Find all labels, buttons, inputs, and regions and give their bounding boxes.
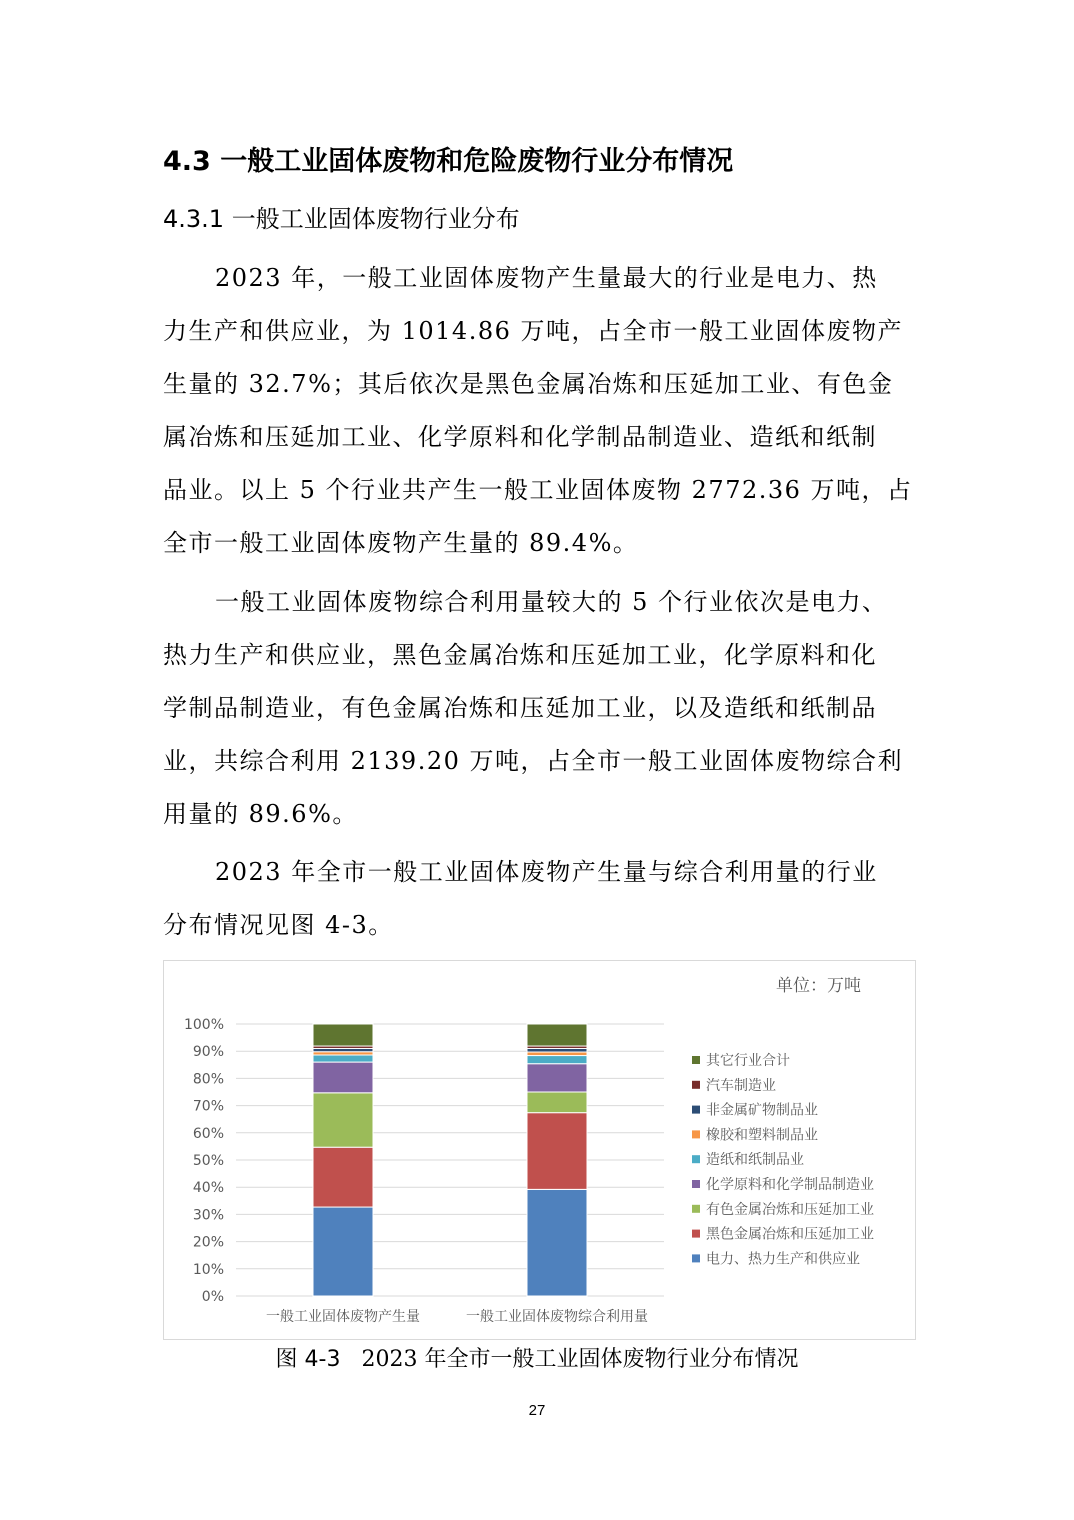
legend-label: 汽车制造业 <box>706 1077 776 1094</box>
paragraph-1 <box>163 252 913 570</box>
paragraph-3 <box>163 846 913 952</box>
legend-label: 非金属矿物制品业 <box>706 1102 818 1119</box>
legend-label: 有色金属冶炼和压延加工业 <box>706 1201 874 1218</box>
bar-segment <box>527 1064 587 1092</box>
section-heading: 4.3 一般工业固体废物和危险废物行业分布情况 <box>163 146 734 177</box>
legend-swatch <box>692 1180 700 1188</box>
y-tick-label: 0% <box>201 1289 224 1305</box>
bar-segment <box>527 1113 587 1190</box>
page-number: 27 <box>528 1402 546 1419</box>
paragraph-line: 生量的 32.7%；其后依次是黑色金属冶炼和压延加工业、有色金 <box>163 370 894 398</box>
paragraph-line: 业，共综合利用 2139.20 万吨，占全市一般工业固体废物综合利 <box>163 747 904 775</box>
legend-swatch <box>692 1254 700 1262</box>
y-tick-label: 50% <box>192 1153 224 1169</box>
legend-label: 黑色金属冶炼和压延加工业 <box>706 1226 874 1243</box>
figure-caption <box>0 1344 1074 1376</box>
legend-swatch <box>692 1081 700 1089</box>
subsection-heading: 4.3.1 一般工业固体废物行业分布 <box>163 205 520 233</box>
paragraph-2 <box>163 576 913 841</box>
bar-segment <box>527 1056 587 1064</box>
caption-year: 2023 <box>361 1347 418 1372</box>
caption-text: 年全市一般工业固体废物行业分布情况 <box>424 1347 799 1372</box>
paragraph-line: 2023 年，一般工业固体废物产生量最大的行业是电力、热 <box>215 264 878 292</box>
legend-label: 其它行业合计 <box>706 1053 790 1069</box>
y-tick-label: 40% <box>192 1180 224 1197</box>
legend-swatch <box>692 1106 700 1114</box>
bar-segment <box>313 1055 373 1062</box>
legend-swatch <box>692 1056 700 1064</box>
bar-segment <box>527 1052 587 1056</box>
paragraph-line: 一般工业固体废物综合利用量较大的 5 个行业依次是电力、 <box>215 588 888 616</box>
legend-swatch <box>692 1130 700 1138</box>
y-tick-label: 100% <box>183 1017 224 1033</box>
caption-label: 图 4-3 <box>275 1347 341 1372</box>
y-tick-label: 60% <box>192 1125 224 1142</box>
unit-label: 单位：万吨 <box>776 976 861 996</box>
stacked-bar-chart <box>163 960 916 1340</box>
y-tick-label: 30% <box>192 1207 224 1224</box>
bar-segment <box>527 1189 587 1296</box>
bar-segment <box>527 1092 587 1113</box>
y-tick-label: 70% <box>192 1098 224 1115</box>
paragraph-line: 热力生产和供应业，黑色金属冶炼和压延加工业，化学原料和化 <box>163 641 877 669</box>
bar-segment <box>313 1024 373 1046</box>
bar-segment <box>527 1024 587 1046</box>
paragraph-line: 用量的 89.6%。 <box>163 800 358 828</box>
y-tick-label: 90% <box>192 1044 224 1061</box>
y-tick-label: 10% <box>192 1261 224 1278</box>
bar-segment <box>313 1062 373 1093</box>
bar-segment <box>313 1207 373 1296</box>
paragraph-line: 力生产和供应业，为 1014.86 万吨，占全市一般工业固体废物产 <box>163 317 904 345</box>
bar-segment <box>313 1093 373 1147</box>
legend-label: 造纸和纸制品业 <box>706 1152 804 1169</box>
paragraph-line: 属冶炼和压延加工业、化学原料和化学制品制造业、造纸和纸制 <box>163 423 877 451</box>
y-tick-label: 80% <box>192 1071 224 1088</box>
x-category-label: 一般工业固体废物综合利用量 <box>466 1309 648 1325</box>
paragraph-line: 学制品制造业，有色金属冶炼和压延加工业，以及造纸和纸制品 <box>163 694 877 722</box>
chart-canvas <box>164 961 915 1339</box>
paragraph-line: 分布情况见图 4-3。 <box>163 911 394 939</box>
legend-label: 化学原料和化学制品制造业 <box>706 1177 874 1193</box>
paragraph-line: 全市一般工业固体废物产生量的 89.4%。 <box>163 529 639 557</box>
legend-swatch <box>692 1205 700 1213</box>
legend-swatch <box>692 1230 700 1238</box>
y-tick-label: 20% <box>192 1234 224 1251</box>
bar-segment <box>313 1147 373 1207</box>
legend-swatch <box>692 1155 700 1163</box>
paragraph-line: 2023 年全市一般工业固体废物产生量与综合利用量的行业 <box>215 858 878 886</box>
paragraph-line: 品业。以上 5 个行业共产生一般工业固体废物 2772.36 万吨，占 <box>163 476 913 504</box>
bar-segment <box>527 1048 587 1052</box>
legend-label: 橡胶和塑料制品业 <box>706 1127 818 1144</box>
x-category-label: 一般工业固体废物产生量 <box>266 1309 420 1325</box>
legend-label: 电力、热力生产和供应业 <box>706 1251 860 1268</box>
